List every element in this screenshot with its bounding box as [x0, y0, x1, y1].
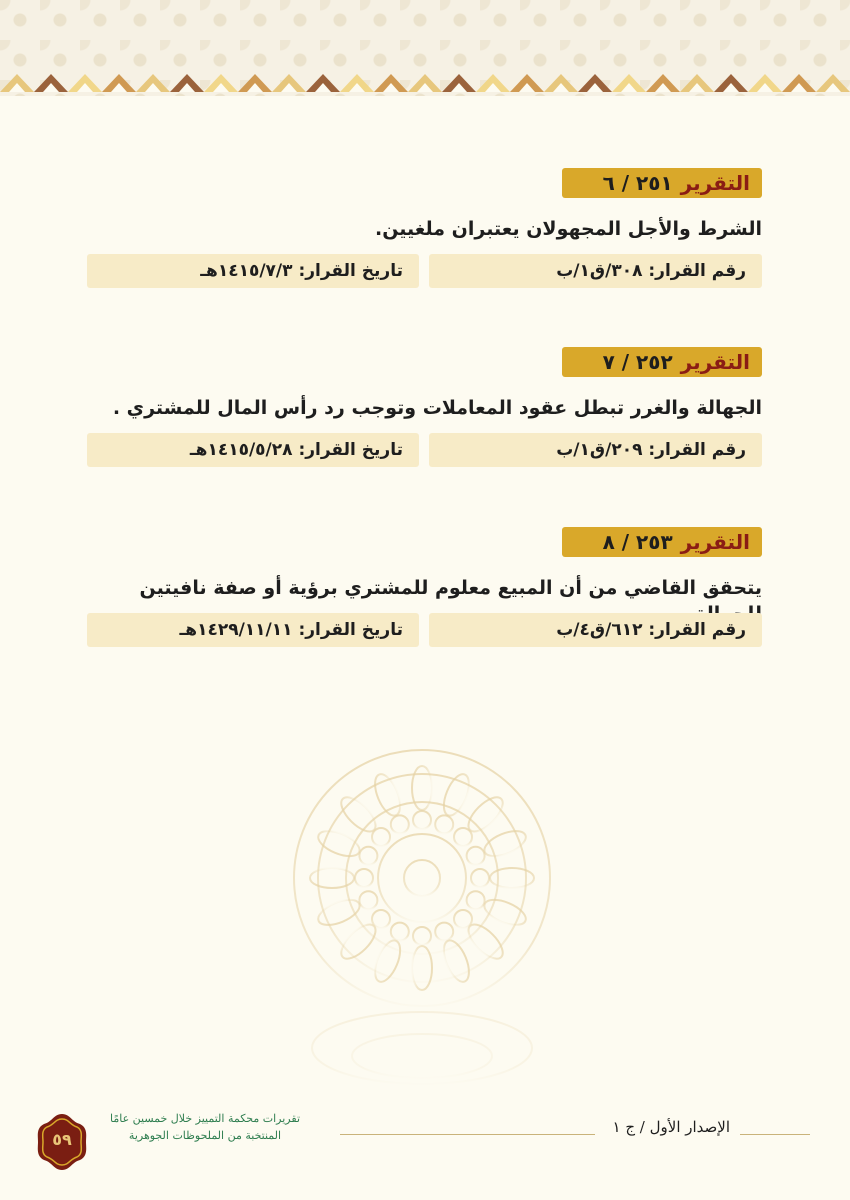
report-section-1 [87, 168, 762, 298]
footer-rule-right [340, 1134, 595, 1135]
report-statement: الجهالة والغرر تبطل عقود المعاملات وتوجب رد رأس المال للمشتري . [112, 397, 762, 419]
page-number: ٥٩ [52, 1130, 72, 1149]
decision-number-box [429, 613, 762, 647]
report-title-label: التقرير [680, 171, 750, 195]
decision-number: رقم القرار: ٦١٢/ق٤/ب [556, 620, 746, 640]
decision-date: تاريخ القرار: ١٤١٥/٥/٢٨هـ [189, 440, 403, 460]
footer-rule-left [740, 1134, 810, 1135]
volume-label: الإصدار الأول / ج ١ [612, 1118, 730, 1136]
decision-date: تاريخ القرار: ١٤١٥/٧/٣هـ [200, 261, 403, 281]
report-statement: يتحقق القاضي من أن المبيع معلوم للمشتري برؤية أو صفة نافيتين [139, 577, 762, 599]
report-statement: الشرط والأجل المجهولان يعتبران ملغيين. [374, 218, 762, 240]
report-title-label: التقرير [680, 530, 750, 554]
decision-number: رقم القرار: ٣٠٨/ق١/ب [556, 261, 746, 281]
book-title-line-1: تقريرات محكمة التمييز خلال خمسين عامًا [109, 1112, 301, 1125]
decision-date: تاريخ القرار: ١٤٢٩/١١/١١هـ [179, 620, 403, 640]
book-title-line-2: المنتخبة من الملحوظات الجوهرية [128, 1129, 282, 1142]
book-title [100, 1110, 310, 1144]
report-title-number: ٢٥٢ / ٧ [602, 350, 673, 374]
report-title-number: ٢٥١ / ٦ [602, 171, 673, 195]
decision-number-box [429, 433, 762, 467]
report-title-badge [562, 168, 762, 198]
decision-date-box [87, 433, 419, 467]
decision-date-box [87, 254, 419, 288]
report-title-label: التقرير [680, 350, 750, 374]
top-triangle-border [0, 70, 850, 94]
decision-number-box [429, 254, 762, 288]
decision-number: رقم القرار: ٢٠٩/ق١/ب [556, 440, 746, 460]
report-title-badge [562, 347, 762, 377]
report-title-number: ٢٥٣ / ٨ [602, 530, 673, 554]
report-section-3 [87, 527, 762, 657]
report-section-2 [87, 347, 762, 477]
decision-date-box [87, 613, 419, 647]
report-title-badge [562, 527, 762, 557]
arabesque-ornament [282, 738, 562, 1098]
